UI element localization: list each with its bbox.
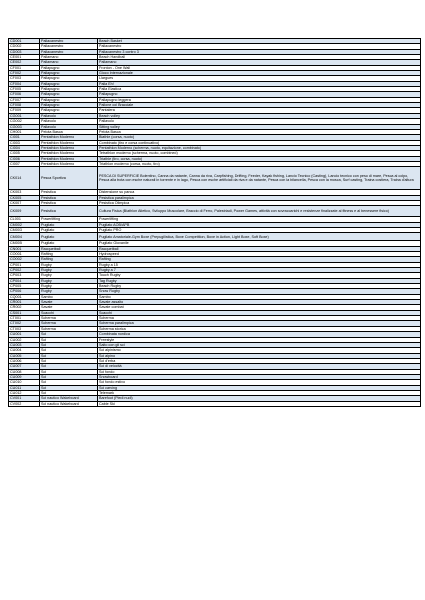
row-discipline: Pallacanestro: [40, 39, 98, 44]
row-code: CO001: [9, 252, 40, 257]
row-code: CK014: [9, 167, 40, 190]
row-discipline: Pentathlon Moderno: [40, 156, 98, 161]
row-specialty: Pallavolo: [98, 119, 421, 124]
row-specialty: Sambo: [98, 294, 421, 299]
row-discipline: Pugilato: [40, 241, 98, 246]
row-specialty: Pallamano: [98, 60, 421, 65]
row-code: CI003: [9, 140, 40, 145]
row-specialty: Sci fondo estivo: [98, 380, 421, 385]
row-discipline: Pallavolo: [40, 124, 98, 129]
row-discipline: Pallapugno: [40, 108, 98, 113]
row-specialty: Gioco Internazionale: [98, 71, 421, 76]
row-discipline: Racquetball: [40, 246, 98, 251]
row-code: CU010: [9, 380, 40, 385]
row-discipline: Pallapugno: [40, 87, 98, 92]
row-code: CF002: [9, 71, 40, 76]
row-specialty: Hydrospeed: [98, 252, 421, 257]
row-specialty: Rugby a 15: [98, 262, 421, 267]
row-code: CE002: [9, 60, 40, 65]
row-discipline: Pallapugno: [40, 97, 98, 102]
row-code: CK003: [9, 190, 40, 195]
row-discipline: Pentathlon Moderno: [40, 145, 98, 150]
row-specialty: Pentathlon Moderno (scherma, nuoto, equitazione, combinato): [98, 145, 421, 150]
row-discipline: Pugilato: [40, 222, 98, 227]
row-code: CR001: [9, 300, 40, 305]
row-discipline: Pentathlon Moderno: [40, 161, 98, 166]
row-code: CF003: [9, 76, 40, 81]
row-code: CO002: [9, 257, 40, 262]
row-discipline: Scherma: [40, 321, 98, 326]
row-discipline: Rugby: [40, 284, 98, 289]
row-discipline: Pugilato: [40, 227, 98, 232]
row-discipline: Sci nautico Wakeboard: [40, 396, 98, 401]
table-row: [9, 206, 421, 217]
row-specialty: Pesistica Olimpica: [98, 200, 421, 205]
row-code: CT002: [9, 321, 40, 326]
row-specialty: Pugilato AOB/APB: [98, 222, 421, 227]
row-code: CR002: [9, 305, 40, 310]
row-specialty: Tetrathlon moderno (scherma, nuoto, combined): [98, 151, 421, 156]
row-discipline: Pallapugno: [40, 92, 98, 97]
row-specialty: Savate combat: [98, 305, 421, 310]
row-specialty: Pallapugno leggera: [98, 97, 421, 102]
row-discipline: Sci: [40, 353, 98, 358]
row-specialty: Pallacanestro 3 contro 3: [98, 49, 421, 54]
row-specialty: Fronton - One Wall: [98, 65, 421, 70]
row-specialty: Cultura Fisica (Biathlon Atletico, Sviluppo Muscolare, Braccio di Ferro, Palestriadi, Power Games, attività con sovraccarichi e resistenze finalizzate al fitness e al benessere fisico): [98, 206, 421, 217]
row-discipline: Sci: [40, 364, 98, 369]
row-specialty: Telemark: [98, 390, 421, 395]
row-discipline: Sci: [40, 332, 98, 337]
row-discipline: Pesca Sportiva: [40, 167, 98, 190]
row-code: CL001: [9, 217, 40, 222]
row-discipline: Rugby: [40, 273, 98, 278]
row-discipline: Sambo: [40, 294, 98, 299]
row-code: CU012: [9, 390, 40, 395]
row-discipline: Scherma: [40, 316, 98, 321]
row-code: CD001: [9, 39, 40, 44]
row-specialty: Scherma: [98, 316, 421, 321]
row-code: CU005: [9, 353, 40, 358]
row-specialty: Sci carving: [98, 385, 421, 390]
row-discipline: Pesistica: [40, 195, 98, 200]
row-code: CP001: [9, 262, 40, 267]
table-row: [9, 167, 421, 190]
row-discipline: Pallacanestro: [40, 49, 98, 54]
row-code: CV002: [9, 401, 40, 406]
row-code: CF004: [9, 81, 40, 86]
row-code: CK005: [9, 195, 40, 200]
row-code: CE001: [9, 55, 40, 60]
row-discipline: Sci: [40, 342, 98, 347]
sports-table-sheet: [8, 38, 420, 407]
row-specialty: Scacchi: [98, 310, 421, 315]
row-discipline: Sci nautico Wakeboard: [40, 401, 98, 406]
row-discipline: Rafting: [40, 252, 98, 257]
row-discipline: Rugby: [40, 268, 98, 273]
row-specialty: Triathle (tiro, corsa, nuoto): [98, 156, 421, 161]
row-specialty: Pantalera: [98, 108, 421, 113]
row-discipline: Rugby: [40, 262, 98, 267]
row-specialty: Triathlon moderno (corsa, nuoto, tiro): [98, 161, 421, 166]
row-discipline: Pallamano: [40, 60, 98, 65]
row-discipline: Sci: [40, 374, 98, 379]
row-discipline: Sci: [40, 369, 98, 374]
row-discipline: Pallacanestro: [40, 44, 98, 49]
row-discipline: Pallapugno: [40, 65, 98, 70]
row-specialty: Palla Eh!: [98, 81, 421, 86]
row-discipline: Sci: [40, 390, 98, 395]
row-code: CQ001: [9, 294, 40, 299]
row-code: CT003: [9, 326, 40, 331]
row-code: CU002: [9, 337, 40, 342]
row-discipline: Scherma: [40, 326, 98, 331]
row-discipline: Pallamano: [40, 55, 98, 60]
row-specialty: Sci alpinismo: [98, 348, 421, 353]
row-code: CU006: [9, 358, 40, 363]
row-specialty: Distensione su panca: [98, 190, 421, 195]
row-specialty: Beach volley: [98, 113, 421, 118]
row-discipline: Sci: [40, 385, 98, 390]
row-specialty: Racquetball: [98, 246, 421, 251]
row-discipline: Scacchi: [40, 310, 98, 315]
row-discipline: Rugby: [40, 278, 98, 283]
row-specialty: Biathle (corsa, nuoto): [98, 135, 421, 140]
row-discipline: Sci: [40, 358, 98, 363]
row-code: CK007: [9, 200, 40, 205]
row-discipline: Savate: [40, 305, 98, 310]
row-specialty: Combinato (tiro e corsa continuativo): [98, 140, 421, 145]
row-code: CG002: [9, 119, 40, 124]
row-code: CP004: [9, 278, 40, 283]
row-specialty: Pugilato Amatoriale-Gym Boxe (Prepugilistica, Boxe Competition, Boxe in Action, Light Boxe, Soft Boxe): [98, 233, 421, 241]
row-code: CV001: [9, 396, 40, 401]
row-discipline: Powerlifting: [40, 217, 98, 222]
row-discipline: Pentathlon Moderno: [40, 140, 98, 145]
row-code: CU004: [9, 348, 40, 353]
row-code: CK009: [9, 206, 40, 217]
row-discipline: Pelota Basca: [40, 129, 98, 134]
row-code: CI005: [9, 151, 40, 156]
row-code: CU008: [9, 369, 40, 374]
row-code: CI006: [9, 156, 40, 161]
row-discipline: Pesistica: [40, 206, 98, 217]
row-specialty: Sci alpino: [98, 353, 421, 358]
sports-table-body: [9, 39, 421, 407]
row-discipline: Pesistica: [40, 200, 98, 205]
row-specialty: Pesistica paralimpica: [98, 195, 421, 200]
row-specialty: Tag Rugby: [98, 278, 421, 283]
row-specialty: Rugby a 7: [98, 268, 421, 273]
row-specialty: Pugilato Giovanile: [98, 241, 421, 246]
row-code: CP005: [9, 284, 40, 289]
row-specialty: Scherma storica: [98, 326, 421, 331]
row-code: CP003: [9, 273, 40, 278]
row-discipline: Sci: [40, 337, 98, 342]
row-code: CI004: [9, 145, 40, 150]
row-code: CP002: [9, 268, 40, 273]
row-discipline: Pentathlon Moderno: [40, 135, 98, 140]
row-discipline: Pallavolo: [40, 113, 98, 118]
row-specialty: Beach Basket: [98, 39, 421, 44]
row-discipline: Pugilato: [40, 233, 98, 241]
row-specialty: Sci fondo: [98, 369, 421, 374]
row-discipline: Savate: [40, 300, 98, 305]
row-specialty: Pallone col Bracciale: [98, 103, 421, 108]
row-code: CU003: [9, 342, 40, 347]
row-code: CS001: [9, 310, 40, 315]
row-discipline: Pesistica: [40, 190, 98, 195]
row-discipline: Pallapugno: [40, 81, 98, 86]
row-code: CF006: [9, 92, 40, 97]
row-specialty: Snowboard: [98, 374, 421, 379]
row-specialty: Sitting volley: [98, 124, 421, 129]
row-specialty: Palla Elastica: [98, 87, 421, 92]
row-discipline: Rugby: [40, 289, 98, 294]
row-code: CU011: [9, 385, 40, 390]
row-code: CH001: [9, 129, 40, 134]
row-specialty: Rafting: [98, 257, 421, 262]
row-code: CN001: [9, 246, 40, 251]
row-specialty: Combinata nordica: [98, 332, 421, 337]
row-specialty: Scherma paralimpica: [98, 321, 421, 326]
row-code: CD002: [9, 44, 40, 49]
row-specialty: Powerlifting: [98, 217, 421, 222]
sports-table: [8, 38, 421, 407]
row-specialty: Salto con gli sci: [98, 342, 421, 347]
row-specialty: Savate assalto: [98, 300, 421, 305]
row-specialty: Pallacanestro: [98, 44, 421, 49]
row-code: CU007: [9, 364, 40, 369]
row-discipline: Sci: [40, 348, 98, 353]
row-code: CM003: [9, 227, 40, 232]
row-specialty: PESCA DI SUPERFICIE Bolentino, Canna da natante, Canna da riva, Carpfishing, Drifting, Feeder, Kayak fishing, Lancio Tecnico (Casting), Lancio tecnico con peso di mare, Pesca al colpo, Pesca alla trota con esche naturali in torrente e in lago, Pesca con esche artificiali da riva e da natante, Pesca con la bilancella, Pesca con la mosca, Surf casting, Traina costiera, Traina d'altura: [98, 167, 421, 190]
row-specialty: Pelota Basca: [98, 129, 421, 134]
row-code: CU001: [9, 332, 40, 337]
row-discipline: Pallapugno: [40, 76, 98, 81]
row-code: CI007: [9, 161, 40, 166]
row-specialty: Pugilato PRO: [98, 227, 421, 232]
row-code: CP006: [9, 289, 40, 294]
row-code: CI001: [9, 135, 40, 140]
row-specialty: Llargues: [98, 76, 421, 81]
row-code: CG001: [9, 113, 40, 118]
row-discipline: Pallapugno: [40, 103, 98, 108]
row-specialty: Sci d'erba: [98, 358, 421, 363]
row-code: CF005: [9, 87, 40, 92]
row-specialty: Barefoot (Piedi nudi): [98, 396, 421, 401]
row-code: CG003: [9, 124, 40, 129]
row-discipline: Pallavolo: [40, 119, 98, 124]
row-discipline: Pallapugno: [40, 71, 98, 76]
row-code: CD003: [9, 49, 40, 54]
row-code: CF008: [9, 103, 40, 108]
row-specialty: Beach Rugby: [98, 284, 421, 289]
row-code: CF007: [9, 97, 40, 102]
row-discipline: Pentathlon Moderno: [40, 151, 98, 156]
row-specialty: Touch Rugby: [98, 273, 421, 278]
row-specialty: Snow Rugby: [98, 289, 421, 294]
table-row: [9, 401, 421, 406]
row-specialty: Cable Ski: [98, 401, 421, 406]
row-code: CF001: [9, 65, 40, 70]
row-code: CM002: [9, 222, 40, 227]
row-code: CM005: [9, 241, 40, 246]
row-specialty: Freestyle: [98, 337, 421, 342]
table-row: [9, 233, 421, 241]
row-code: CM004: [9, 233, 40, 241]
row-specialty: Pallapugno: [98, 92, 421, 97]
row-specialty: Sci di velocità: [98, 364, 421, 369]
row-discipline: Sci: [40, 380, 98, 385]
row-code: CF009: [9, 108, 40, 113]
row-specialty: Beach Handball: [98, 55, 421, 60]
row-discipline: Rafting: [40, 257, 98, 262]
row-code: CT001: [9, 316, 40, 321]
row-code: CU009: [9, 374, 40, 379]
